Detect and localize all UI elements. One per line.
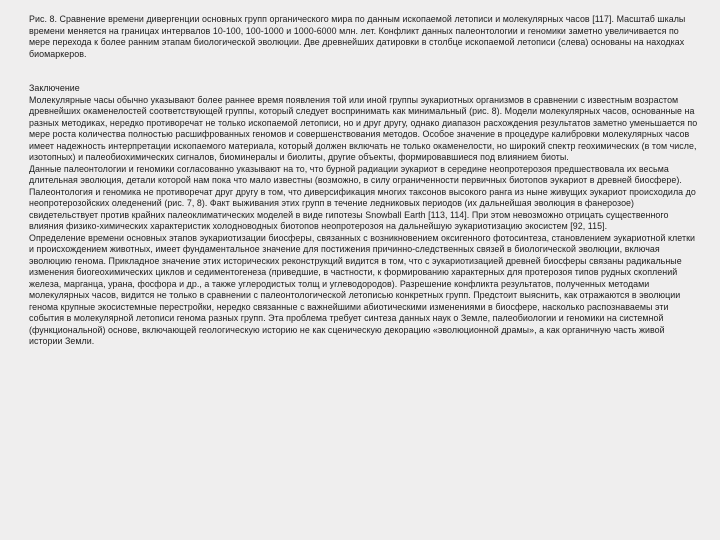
document-text — [29, 14, 699, 348]
section-title: Заключение — [29, 83, 80, 93]
figure-caption: Рис. 8. Сравнение времени дивергенции основных групп органического мира по данным ископаемой летописи и молекулярных часов [117]. Масштаб шкалы времени меняется на границах интервалов 10-100, 100-1000 и 1000-6000 млн. лет. Конфликт данных палеонтологии и геномики заметно увеличивается по мере перехода к более ранним этапам биологической эволюции. Две древнейших датировки в столбце ископаемой летописи (слева) основаны на находках биомаркеров. — [29, 14, 686, 59]
paragraph: Данные палеонтологии и геномики согласованно указывают на то, что бурной радиации эукариот в середине неопротерозоя предшествовала их весьма длительная эволюция, детали которой нам пока что мало известны (возможно, в силу ограниченности первичных биотопов эукариот в древней биосфере). Палеонтология и геномика не противоречат друг другу в том, что диверсификация многих таксонов высокого ранга из ныне живущих эукариот происходила до неопротерозойских оледенений (рис. 7, 8). Факт выживания этих групп в течение ледниковых периодов (их дальнейшая эволюция в фанерозое) свидетельствует против крайних палеоклиматических моделей в виде гипотезы Snowball Earth [113, 114]. При этом невозможно отрицать существенного влияния физико-химических характеристик холодноводных биотопов неопротерозоя на дальнейшую эукариотизацию экосистем [92, 115]. — [29, 163, 696, 231]
paragraph-spacer — [29, 60, 699, 83]
paragraph: Определение времени основных этапов эукариотизации биосферы, связанных с возникновением оксигенного фотосинтеза, становлением эукариотной клетки и происхождением животных, имеет фундаментальное значение для постижения причинно-следственных связей в биологической эволюции, включая эволюцию генома. Прикладное значение этих исторических реконструкций видится в том, что с эукариотизацией древней биосферы связаны радикальные изменения биогеохимических циклов и седиментогенеза (приведшие, в частности, к формированию характерных для протерозоя типов рудных скоплений железа, марганца, урана, фосфора и др., а также углеродистых толщ и углеводородов). Разрешение конфликта результатов, полученных методами молекулярных часов, видится не только в сравнении с палеонтологической летописью конкретных групп. Предстоит выяснить, как отражаются в эволюции генома крупные экосистемные перестройки, нередко связанные с важнейшими абиотическими изменениями в биосфере, насколько распознаваемы эти события в молекулярной летописи генома разных групп. Эта проблема требует синтеза данных наук о Земле, палеобиологии и геномики на системной (функциональной) основе, включающей геологическую историю не как сценическую декорацию «эволюционной драмы», а как органичную часть живой истории Земли. — [29, 232, 696, 346]
paragraph: Молекулярные часы обычно указывают более раннее время появления той или иной группы эукариотных организмов в сравнении с известным возрастом древнейших окаменелостей соответствующей группы, который следует воспринимать как минимальный (рис. 8). Модели молекулярных часов, основанные на разных методиках, нередко противоречат не только ископаемой летописи, но и друг другу, однако диапазон расхождения результатов заметно уменьшается по мере роста количества полностью расшифрованных геномов и совершенствования методов. Особое значение в процедуре калибровки молекулярных часов имеет надежность интерпретации ископаемого материала, который должен включать не только окаменелости, но широкий спектр геохимических (в том числе, изотопных) и палеобиохимических сигналов, биоминералы и биолиты, другие объекты, формировавшиеся под влиянием биоты. — [29, 94, 698, 162]
